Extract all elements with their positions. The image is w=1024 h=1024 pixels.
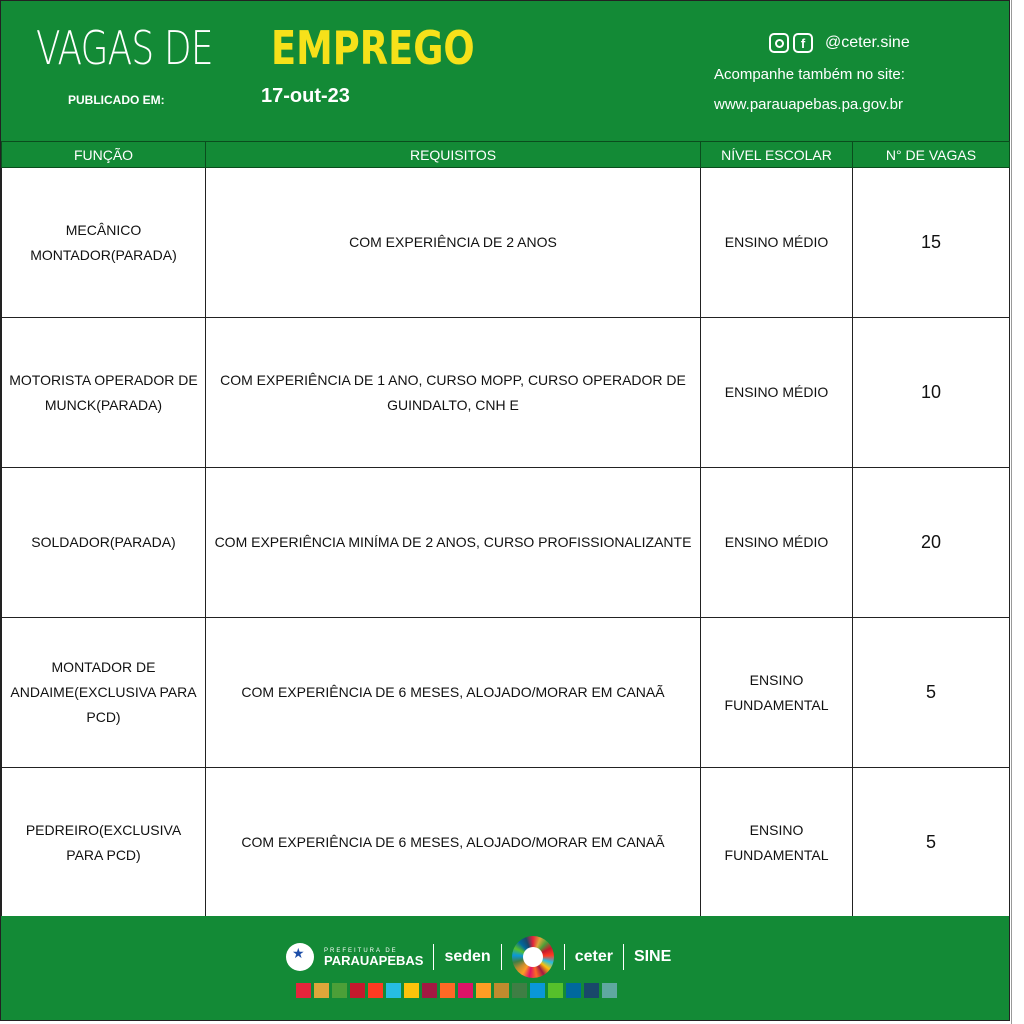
partner-logos bbox=[286, 936, 671, 978]
prefeitura-logo-icon bbox=[286, 943, 314, 971]
sdg-goal-icon bbox=[422, 983, 437, 998]
table-header-row bbox=[2, 142, 1010, 168]
cell-vagas: 10 bbox=[853, 318, 1010, 468]
cell-nivel: ENSINO FUNDAMENTAL bbox=[701, 768, 853, 918]
cell-requisitos: COM EXPERIÊNCIA DE 1 ANO, CURSO MOPP, CURSO OPERADOR DE GUINDALTO, CNH E bbox=[206, 318, 701, 468]
cell-vagas: 20 bbox=[853, 468, 1010, 618]
sdg-goal-icon bbox=[494, 983, 509, 998]
column-header-funcao: FUNÇÃO bbox=[2, 142, 206, 168]
table-row bbox=[2, 168, 1010, 318]
published-date: 17-out-23 bbox=[261, 85, 350, 107]
cell-requisitos: COM EXPERIÊNCIA MINÍMA DE 2 ANOS, CURSO PROFISSIONALIZANTE bbox=[206, 468, 701, 618]
website-link[interactable]: www.parauapebas.pa.gov.br bbox=[714, 96, 904, 113]
sdg-goal-icon bbox=[584, 983, 599, 998]
prefeitura-small-text: PREFEITURA DE bbox=[324, 947, 398, 954]
facebook-icon[interactable]: f bbox=[793, 33, 813, 53]
cell-vagas: 15 bbox=[853, 168, 1010, 318]
cell-vagas: 5 bbox=[853, 618, 1010, 768]
seden-logo: seden bbox=[444, 948, 491, 965]
sdg-goal-icon bbox=[368, 983, 383, 998]
sdg-wheel-logo-icon bbox=[512, 936, 554, 978]
divider bbox=[501, 944, 502, 970]
sdg-goal-icon bbox=[476, 983, 491, 998]
sdg-goal-icon bbox=[458, 983, 473, 998]
cell-funcao: SOLDADOR(PARADA) bbox=[2, 468, 206, 618]
cell-funcao: MONTADOR DE ANDAIME(EXCLUSIVA PARA PCD) bbox=[2, 618, 206, 768]
scrollbar[interactable] bbox=[1011, 0, 1024, 1024]
table-row bbox=[2, 468, 1010, 618]
sdg-goal-icon bbox=[350, 983, 365, 998]
column-header-vagas: N° DE VAGAS bbox=[853, 142, 1010, 168]
column-header-nivel: NÍVEL ESCOLAR bbox=[701, 142, 853, 168]
instagram-icon[interactable] bbox=[769, 33, 789, 53]
table-row bbox=[2, 318, 1010, 468]
published-label: PUBLICADO EM: bbox=[68, 93, 165, 107]
cell-nivel: ENSINO MÉDIO bbox=[701, 468, 853, 618]
cell-funcao: PEDREIRO(EXCLUSIVA PARA PCD) bbox=[2, 768, 206, 918]
prefeitura-text: PARAUAPEBAS bbox=[324, 952, 424, 968]
divider bbox=[433, 944, 434, 970]
cell-funcao: MOTORISTA OPERADOR DE MUNCK(PARADA) bbox=[2, 318, 206, 468]
sdg-goal-icon bbox=[404, 983, 419, 998]
sdg-goal-icon bbox=[602, 983, 617, 998]
cell-funcao: MECÂNICO MONTADOR(PARADA) bbox=[2, 168, 206, 318]
cell-requisitos: COM EXPERIÊNCIA DE 6 MESES, ALOJADO/MORAR EM CANAÃ bbox=[206, 618, 701, 768]
follow-text: Acompanhe também no site: bbox=[714, 66, 905, 83]
cell-nivel: ENSINO MÉDIO bbox=[701, 168, 853, 318]
header bbox=[1, 1, 1009, 141]
prefeitura-logo bbox=[324, 948, 423, 967]
cell-vagas: 5 bbox=[853, 768, 1010, 918]
sdg-goal-icon bbox=[296, 983, 311, 998]
title-emprego: EMPREGO bbox=[271, 21, 475, 75]
sdg-goal-icon bbox=[566, 983, 581, 998]
cell-nivel: ENSINO MÉDIO bbox=[701, 318, 853, 468]
sdg-goal-icon bbox=[440, 983, 455, 998]
ceter-logo: ceter bbox=[574, 948, 613, 965]
social-links bbox=[769, 33, 910, 53]
table-row bbox=[2, 618, 1010, 768]
column-header-requisitos: REQUISITOS bbox=[206, 142, 701, 168]
sdg-icons bbox=[296, 983, 617, 998]
sdg-goal-icon bbox=[530, 983, 545, 998]
sdg-goal-icon bbox=[512, 983, 527, 998]
table-row bbox=[2, 768, 1010, 918]
divider bbox=[623, 944, 624, 970]
cell-nivel: ENSINO FUNDAMENTAL bbox=[701, 618, 853, 768]
sine-logo: SINE bbox=[633, 948, 672, 965]
cell-requisitos: COM EXPERIÊNCIA DE 2 ANOS bbox=[206, 168, 701, 318]
cell-requisitos: COM EXPERIÊNCIA DE 6 MESES, ALOJADO/MORAR EM CANAÃ bbox=[206, 768, 701, 918]
sdg-goal-icon bbox=[548, 983, 563, 998]
jobs-table bbox=[1, 141, 1010, 918]
social-handle: @ceter.sine bbox=[825, 34, 910, 51]
sdg-goal-icon bbox=[386, 983, 401, 998]
title-vagas-de: VAGAS DE bbox=[36, 21, 213, 75]
footer bbox=[1, 916, 1009, 1020]
sdg-goal-icon bbox=[332, 983, 347, 998]
sdg-goal-icon bbox=[314, 983, 329, 998]
divider bbox=[564, 944, 565, 970]
